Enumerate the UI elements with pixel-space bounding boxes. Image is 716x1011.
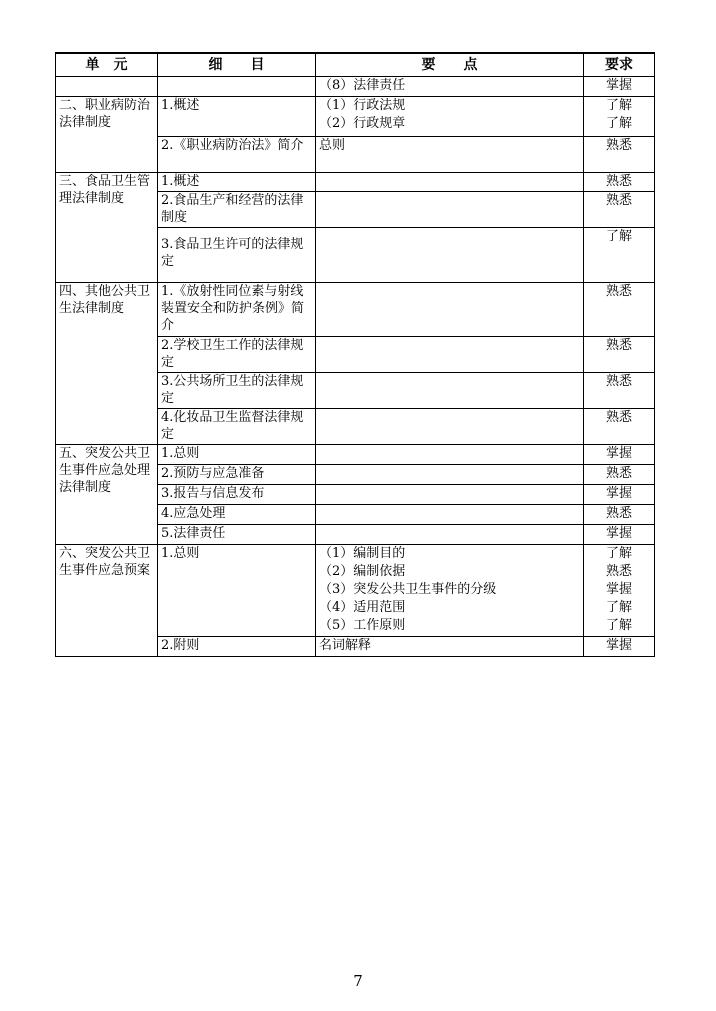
requirement-item: 掌握: [605, 582, 632, 597]
requirement-cell: 掌握: [584, 77, 655, 97]
requirement-item: 了解: [605, 546, 632, 561]
syllabus-table: [55, 52, 655, 657]
points-cell: [316, 409, 584, 445]
header-requirement: 要求: [584, 53, 655, 77]
header-unit: 单 元: [56, 53, 158, 77]
requirement-cell: 熟悉: [584, 137, 655, 173]
unit-cell: 四、其他公共卫生法律制度: [56, 283, 158, 445]
point-item: （5）工作原则: [319, 618, 406, 633]
requirement-cell: 掌握: [584, 525, 655, 545]
points-cell: [316, 445, 584, 465]
points-cell: [316, 337, 584, 373]
detail-cell: 1.总则: [158, 545, 316, 637]
unit-cell: 三、食品卫生管理法律制度: [56, 173, 158, 283]
table-row: [56, 545, 655, 637]
detail-cell: 2.预防与应急准备: [158, 465, 316, 485]
points-cell: [316, 283, 584, 337]
detail-cell: 1.《放射性同位素与射线装置安全和防护条例》简介: [158, 283, 316, 337]
detail-cell: 3.食品卫生许可的法律规定: [158, 228, 316, 283]
requirement-cell: 了解: [584, 228, 655, 283]
unit-cell: 五、突发公共卫生事件应急处理法律制度: [56, 445, 158, 545]
requirement-cell: 熟悉: [584, 373, 655, 409]
table-row: [56, 77, 655, 97]
points-cell: [316, 97, 584, 137]
requirement-cell: 掌握: [584, 485, 655, 505]
detail-cell: 2.附则: [158, 637, 316, 657]
points-cell: [316, 525, 584, 545]
requirement-item: 了解: [605, 600, 632, 615]
table-row: [56, 445, 655, 465]
detail-cell: [158, 77, 316, 97]
requirement-cell: 熟悉: [584, 337, 655, 373]
detail-cell: 5.法律责任: [158, 525, 316, 545]
point-item: （3）突发公共卫生事件的分级: [319, 582, 497, 597]
points-cell: [316, 173, 584, 192]
requirement-cell: 熟悉: [584, 409, 655, 445]
requirement-cell: 掌握: [584, 445, 655, 465]
points-cell: [316, 545, 584, 637]
table-header-row: [56, 53, 655, 77]
requirement-cell: 熟悉: [584, 505, 655, 525]
requirement-item: 了解: [605, 116, 632, 131]
requirement-item: 熟悉: [605, 564, 632, 579]
requirement-cell: 熟悉: [584, 173, 655, 192]
points-cell: （8）法律责任: [316, 77, 584, 97]
point-item: （1）行政法规: [319, 98, 406, 113]
detail-cell: 4.化妆品卫生监督法律规定: [158, 409, 316, 445]
detail-cell: 1.总则: [158, 445, 316, 465]
points-cell: 名词解释: [316, 637, 584, 657]
detail-cell: 3.公共场所卫生的法律规定: [158, 373, 316, 409]
unit-cell: [56, 77, 158, 97]
detail-cell: 2.食品生产和经营的法律制度: [158, 192, 316, 228]
requirement-item: 了解: [605, 618, 632, 633]
detail-cell: 1.概述: [158, 173, 316, 192]
requirement-cell: [584, 97, 655, 137]
points-cell: [316, 192, 584, 228]
header-detail: 细 目: [158, 53, 316, 77]
points-cell: [316, 228, 584, 283]
points-cell: 总则: [316, 137, 584, 173]
requirement-cell: 熟悉: [584, 192, 655, 228]
requirement-cell: [584, 545, 655, 637]
detail-cell: 2.《职业病防治法》简介: [158, 137, 316, 173]
point-item: （2）编制依据: [319, 564, 406, 579]
points-cell: [316, 505, 584, 525]
point-item: （2）行政规章: [319, 116, 406, 131]
points-cell: [316, 485, 584, 505]
detail-cell: 4.应急处理: [158, 505, 316, 525]
unit-cell: 二、职业病防治法律制度: [56, 97, 158, 173]
requirement-cell: 熟悉: [584, 465, 655, 485]
detail-cell: 3.报告与信息发布: [158, 485, 316, 505]
requirement-cell: 熟悉: [584, 283, 655, 337]
table-row: [56, 97, 655, 137]
table-row: [56, 283, 655, 337]
detail-cell: 1.概述: [158, 97, 316, 137]
requirement-item: 了解: [605, 98, 632, 113]
points-cell: [316, 465, 584, 485]
detail-cell: 2.学校卫生工作的法律规定: [158, 337, 316, 373]
table-row: [56, 173, 655, 192]
page-number: 7: [353, 972, 363, 990]
requirement-cell: 掌握: [584, 637, 655, 657]
header-points: 要 点: [316, 53, 584, 77]
point-item: （1）编制目的: [319, 546, 406, 561]
points-cell: [316, 373, 584, 409]
unit-cell: 六、突发公共卫生事件应急预案: [56, 545, 158, 657]
point-item: （4）适用范围: [319, 600, 406, 615]
